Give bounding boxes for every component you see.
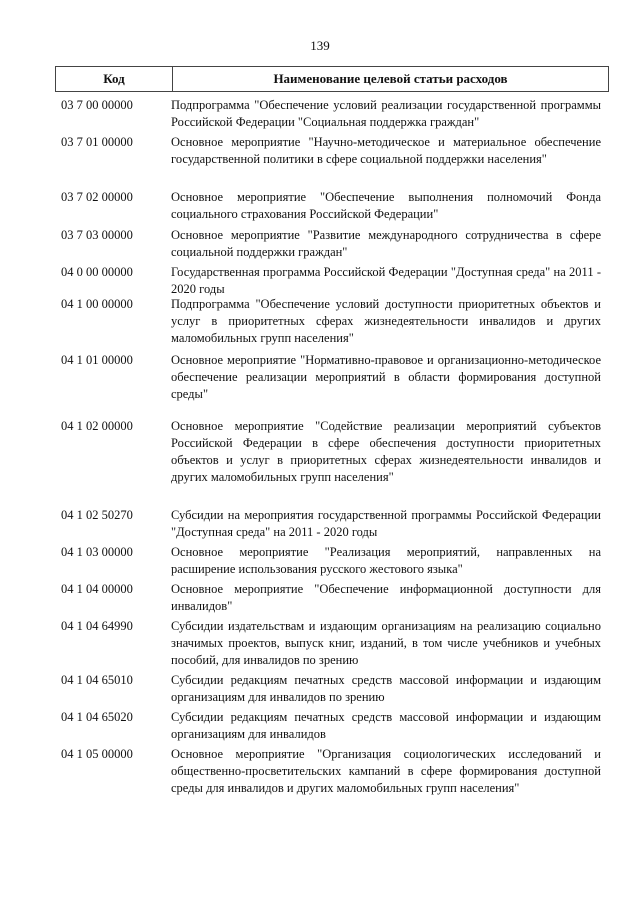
table-row [55,746,609,818]
table-row [55,296,609,352]
table-row [55,618,609,672]
table-row [55,97,609,134]
row-code: 04 1 05 00000 [61,747,133,761]
table-row [55,189,609,227]
table-row [55,507,609,544]
row-code: 04 1 01 00000 [61,353,133,367]
row-name: Основное мероприятие "Обеспечение информационной доступности для инвалидов" [171,582,601,613]
row-name: Основное мероприятие "Обеспечение выполнения полномочий Фонда социального страхования Российской Федерации" [171,190,601,221]
row-name: Основное мероприятие "Содействие реализации мероприятий субъектов Российской Федерации в сфере обеспечения доступности приоритетных объектов и услуг в приоритетных сферах жизнедеятельности инвалидов и других маломобильных групп населения" [171,419,601,484]
table-row [55,418,609,507]
row-code: 04 1 04 65010 [61,673,133,687]
row-name: Основное мероприятие "Реализация мероприятий, направленных на расширение использования русского жестового языка" [171,545,601,576]
row-name: Субсидии издательствам и издающим организациям на реализацию социально значимых проектов, выпуск книг, изданий, в том числе учебников и учебных пособий, для инвалидов по зрению [171,619,601,667]
row-code: 03 7 00 00000 [61,98,133,112]
page-number: 139 [310,38,330,53]
row-name: Основное мероприятие "Развитие международного сотрудничества в сфере социальной поддержки граждан" [171,228,601,259]
row-code: 04 1 03 00000 [61,545,133,559]
table-row [55,227,609,264]
table-header [55,66,609,92]
table-row [55,672,609,709]
table-row [55,134,609,189]
row-code: 03 7 01 00000 [61,135,133,149]
row-code: 04 1 02 00000 [61,419,133,433]
header-name: Наименование целевой статьи расходов [273,71,508,86]
row-name: Субсидии редакциям печатных средств массовой информации и издающим организациям для инвалидов по зрению [171,673,601,704]
header-code: Код [56,67,173,91]
row-name: Подпрограмма "Обеспечение условий доступности приоритетных объектов и услуг в приоритетных сферах жизнедеятельности инвалидов и других маломобильных групп населения" [171,297,601,345]
row-code: 04 1 00 00000 [61,297,133,311]
row-code: 04 1 04 64990 [61,619,133,633]
row-name: Основное мероприятие "Организация социологических исследований и общественно-просветительских кампаний в сфере формирования доступной среды для инвалидов и других маломобильных групп населения" [171,747,601,795]
row-code: 03 7 02 00000 [61,190,133,204]
row-name: Субсидии редакциям печатных средств массовой информации и издающим организациям для инвалидов [171,710,601,741]
table-row [55,709,609,746]
row-code: 04 1 02 50270 [61,508,133,522]
row-code: 03 7 03 00000 [61,228,133,242]
row-name: Государственная программа Российской Федерации "Доступная среда" на 2011 - 2020 годы [171,265,601,296]
row-code: 04 1 04 65020 [61,710,133,724]
row-name: Субсидии на мероприятия государственной программы Российской Федерации "Доступная среда" на 2011 - 2020 годы [171,508,601,539]
row-name: Основное мероприятие "Нормативно-правовое и организационно-методическое обеспечение реализации мероприятий в области формирования доступной среды" [171,353,601,401]
table-body [55,97,609,818]
row-code: 04 1 04 00000 [61,582,133,596]
row-code: 04 0 00 00000 [61,265,133,279]
row-name: Подпрограмма "Обеспечение условий реализации государственной программы Российской Федерации "Социальная поддержка граждан" [171,98,601,129]
table-row [55,581,609,618]
table-row [55,352,609,418]
row-name: Основное мероприятие "Научно-методическое и материальное обеспечение государственной политики в сфере социальной поддержки населения" [171,135,601,166]
table-row [55,264,609,296]
table-row [55,544,609,581]
